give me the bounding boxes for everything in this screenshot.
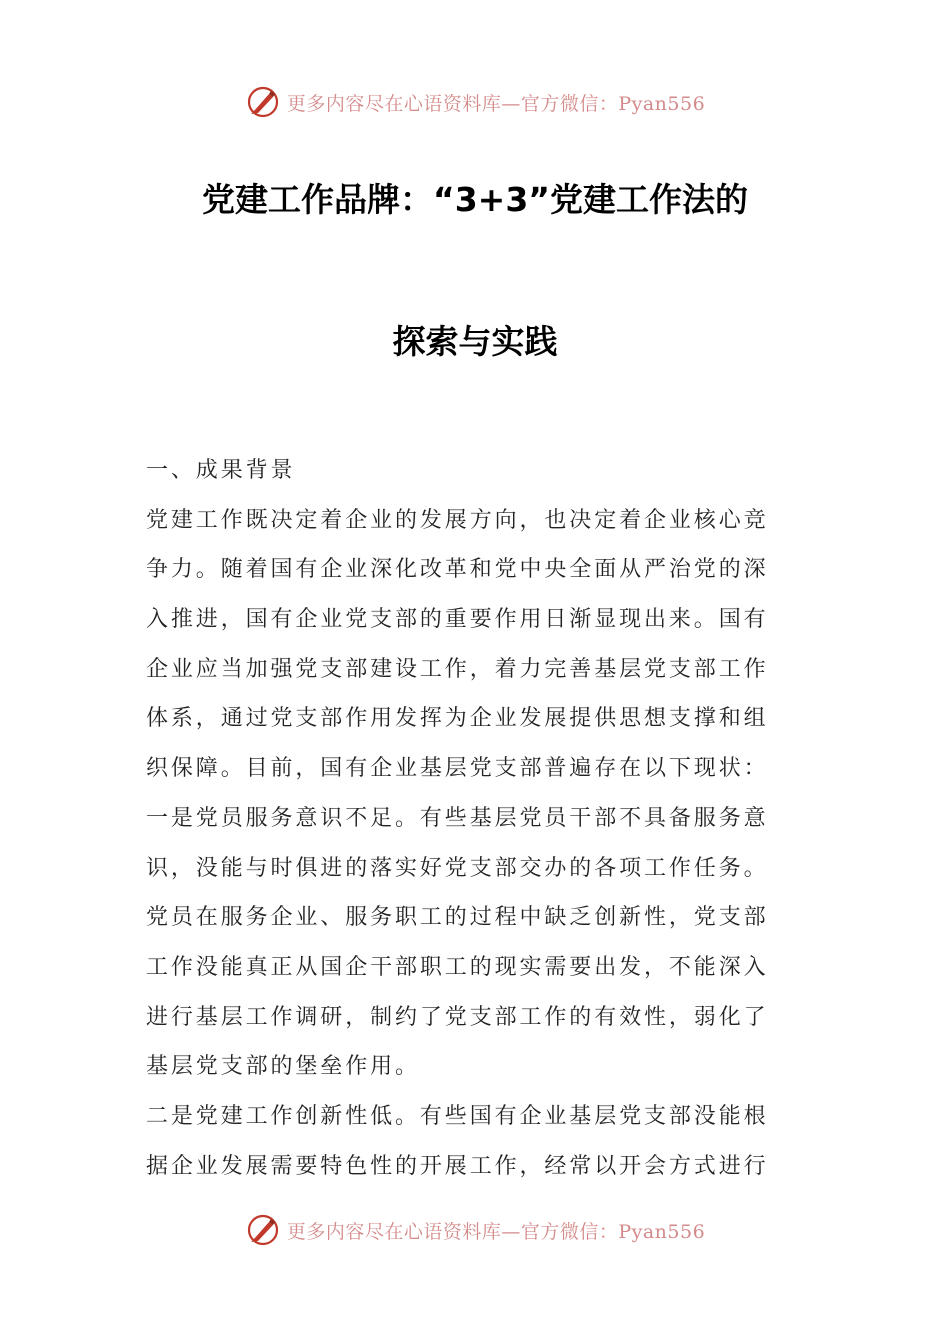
watermark-text: 更多内容尽在心语资料库—官方微信：Pyan556: [286, 1220, 706, 1243]
section-heading: 一、成果背景: [146, 458, 296, 483]
body-line: 企业应当加强党支部建设工作，着力完善基层党支部工作: [146, 656, 769, 682]
body-line: 进行基层工作调研，制约了党支部工作的有效性，弱化了: [146, 1004, 769, 1030]
body-line: 据企业发展需要特色性的开展工作，经常以开会方式进行: [146, 1153, 769, 1179]
document-title-line-1: 党建工作品牌：“3+3”党建工作法的: [202, 180, 748, 219]
body-line: 党建工作既决定着企业的发展方向，也决定着企业核心竞: [146, 507, 769, 533]
body-line: 识，没能与时俱进的落实好党支部交办的各项工作任务。: [146, 855, 769, 881]
body-line: 争力。随着国有企业深化改革和党中央全面从严治党的深: [146, 557, 769, 583]
body-line: 二是党建工作创新性低。有些国有企业基层党支部没能根: [146, 1103, 769, 1129]
body-line: 一是党员服务意识不足。有些基层党员干部不具备服务意: [146, 805, 769, 831]
body-line: 织保障。目前，国有企业基层党支部普遍存在以下现状：: [146, 756, 769, 782]
body-line: 工作没能真正从国企干部职工的现实需要出发，不能深入: [146, 954, 769, 980]
body-line: 体系，通过党支部作用发挥为企业发展提供思想支撑和组: [146, 706, 769, 732]
pen-circle-icon: [245, 84, 281, 120]
header-watermark: [0, 82, 950, 122]
footer-watermark: [0, 1210, 950, 1250]
body-line: 基层党支部的堡垒作用。: [146, 1054, 420, 1080]
body-text: [146, 446, 808, 1191]
watermark-text: 更多内容尽在心语资料库—官方微信：Pyan556: [286, 92, 706, 115]
pen-circle-icon: [245, 1212, 281, 1248]
body-line: 入推进，国有企业党支部的重要作用日渐显现出来。国有: [146, 607, 769, 633]
body-line: 党员在服务企业、服务职工的过程中缺乏创新性，党支部: [146, 905, 769, 931]
document-title-line-2: 探索与实践: [392, 322, 558, 361]
